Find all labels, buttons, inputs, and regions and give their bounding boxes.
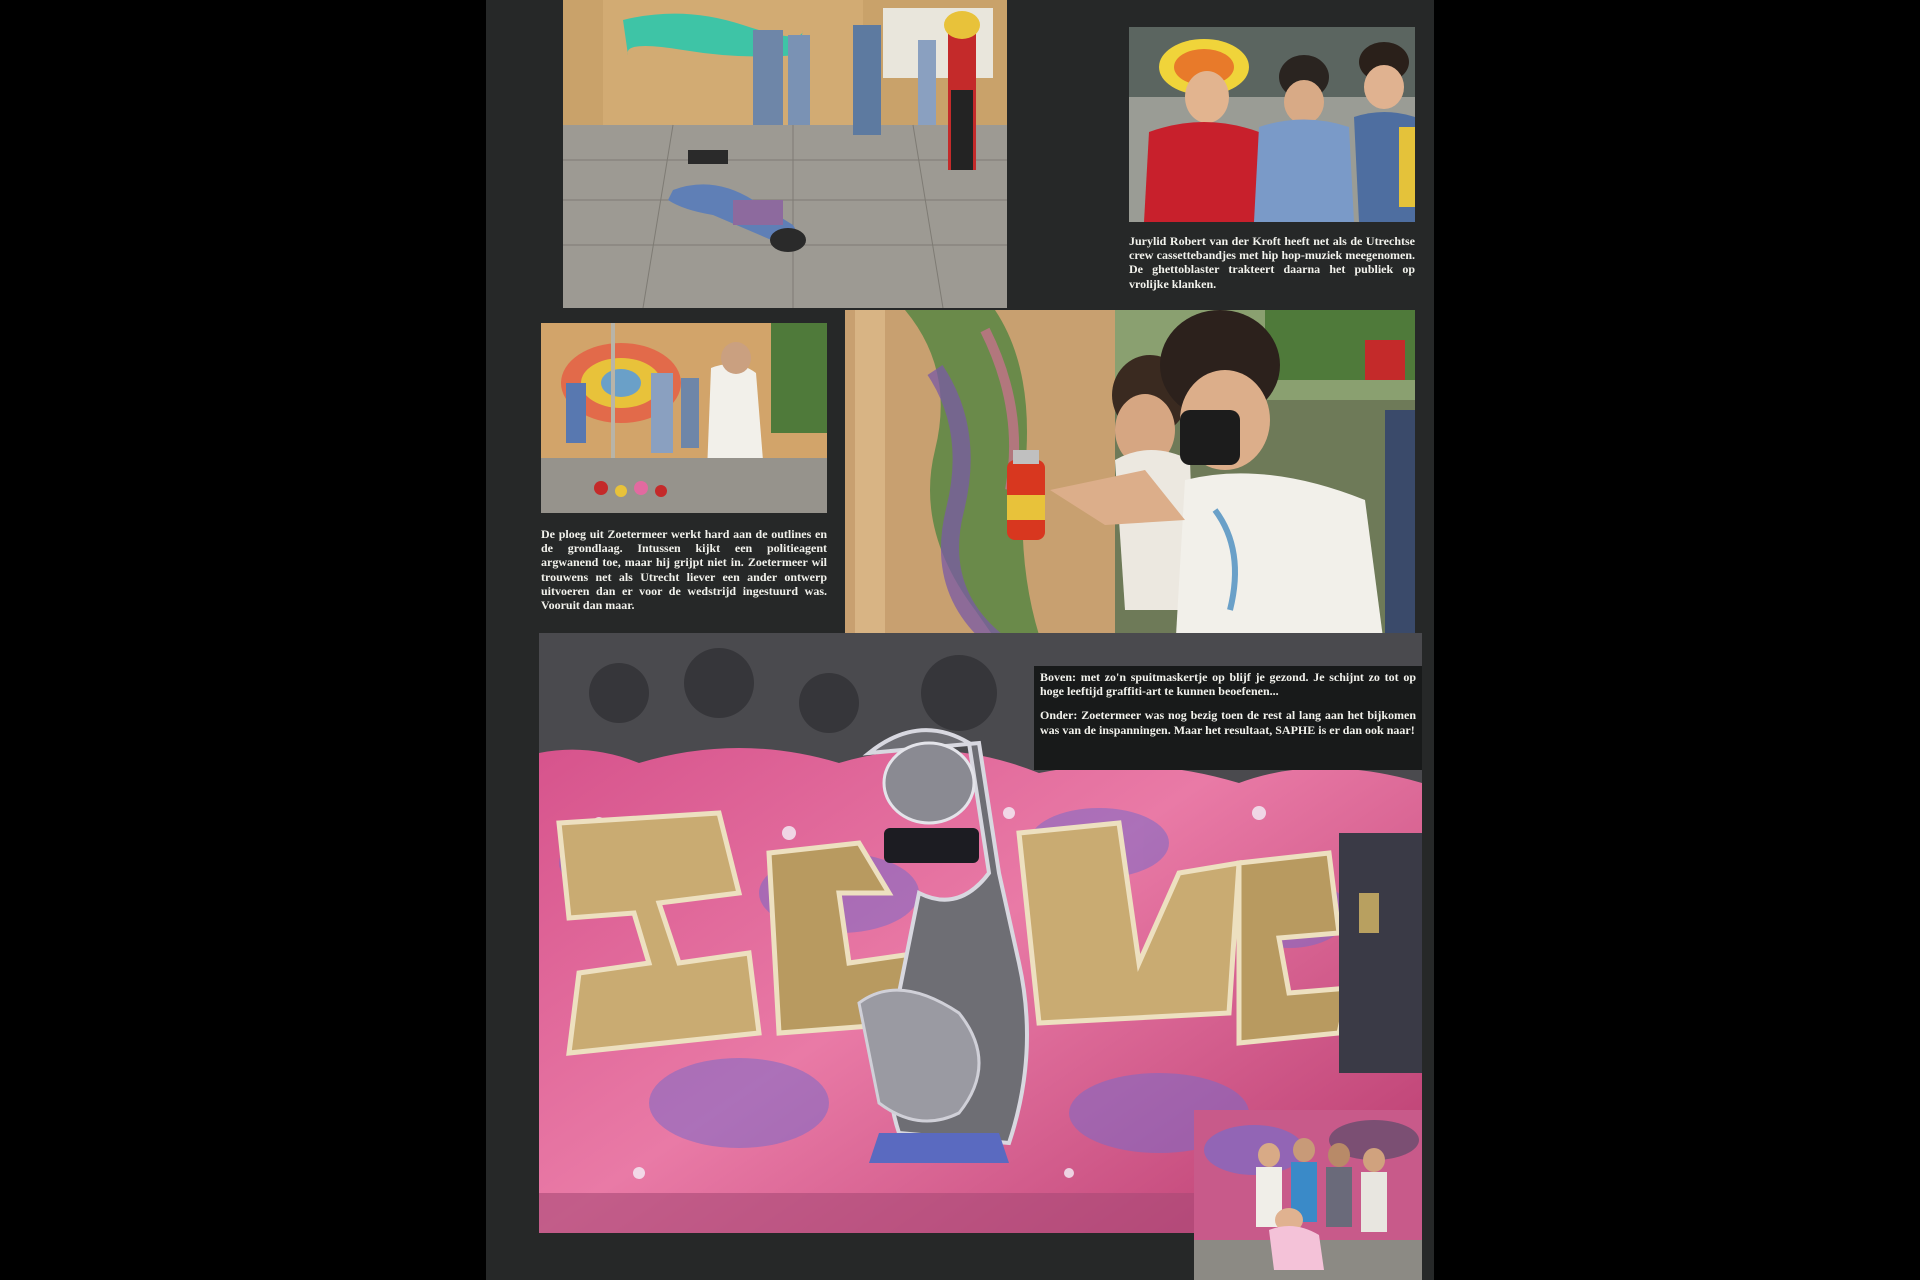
breakdancer-photo: [563, 0, 1007, 308]
caption-boven-text: Boven: met zo'n spuitmaskertje op blijf je gezond. Je schijnt zo tot op hoge leeftijd graffiti-art te kunnen beoefenen...: [1040, 670, 1416, 699]
jury-member-photo: [1129, 27, 1415, 222]
crew-group-photo: [1194, 1110, 1422, 1280]
caption-jury: [1129, 234, 1415, 296]
spray-mask-photo: [845, 310, 1415, 653]
police-watching-photo: [541, 323, 827, 513]
caption-boven-onder: [1034, 666, 1422, 770]
caption-zoetermeer: [541, 527, 827, 619]
magazine-page: [486, 0, 1434, 1280]
caption-onder-text: Onder: Zoetermeer was nog bezig toen de rest al lang aan het bijkomen was van de inspanningen. Maar het resultaat, SAPHE is er dan ook naar!: [1040, 708, 1416, 737]
caption-jury-text: Jurylid Robert van der Kroft heeft net als de Utrechtse crew cassettebandjes met hip hop-muziek meegenomen. De ghettoblaster trakteert daarna het publiek op vrolijke klanken.: [1129, 234, 1415, 291]
caption-zoetermeer-text: De ploeg uit Zoetermeer werkt hard aan de outlines en de grondlaag. Intussen kijkt een politieagent argwanend toe, maar hij grijpt niet in. Zoetermeer wil trouwens net als Utrecht liever een ander ontwerp uitvoeren dan er voor de wedstrijd ingestuurd was. Vooruit dan maar.: [541, 527, 827, 613]
